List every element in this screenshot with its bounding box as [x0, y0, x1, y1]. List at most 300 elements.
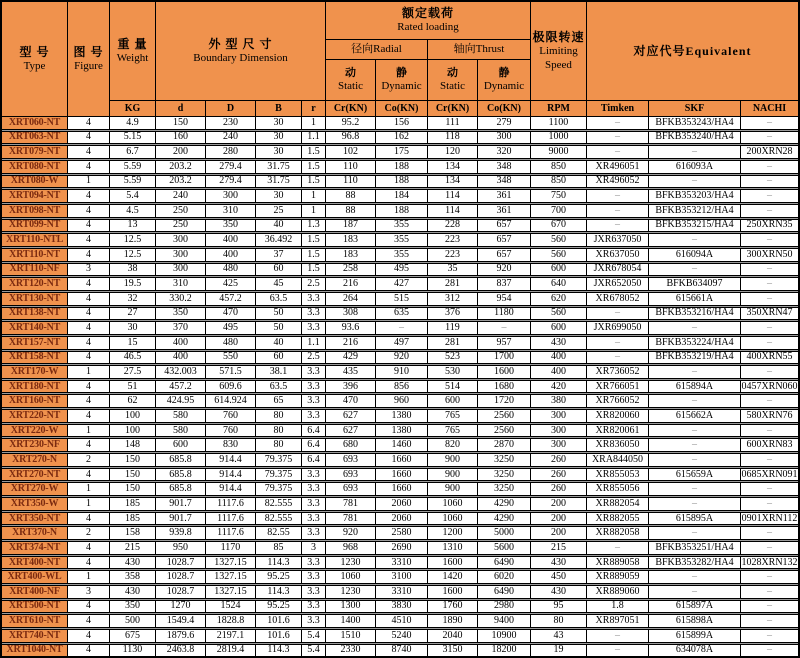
- cell-limiting_speed_rpm: 850: [531, 161, 587, 173]
- table-body: [2, 117, 798, 656]
- unit-cr-radial: Cr(KN): [326, 101, 376, 116]
- cell-figure: 4: [68, 117, 110, 129]
- cell-r: 1: [302, 190, 326, 202]
- cell-r: 3: [302, 542, 326, 554]
- cell-timken: XR882055: [587, 513, 649, 525]
- cell-figure: 3: [68, 586, 110, 598]
- cell-thrust_static_cr_kn: 134: [428, 161, 478, 173]
- cell-radial_static_cr_kn: 216: [326, 278, 376, 290]
- cell-nachi: 1028XRN132: [741, 556, 798, 568]
- cell-nachi: –: [767, 131, 772, 143]
- col-header-equivalent: [587, 2, 798, 116]
- cell-thrust_dynamic_co_kn: 361: [478, 190, 531, 202]
- cell-timken: –: [587, 190, 649, 202]
- cell-radial_dynamic_co_kn: 635: [376, 308, 428, 320]
- cell-limiting_speed_rpm: 750: [531, 190, 587, 202]
- cell-B: 36.492: [256, 234, 302, 246]
- model-cell: XRT110-NT: [2, 249, 68, 261]
- cell-thrust_dynamic_co_kn: 1600: [478, 366, 531, 378]
- cell-skf: –: [649, 439, 741, 451]
- cell-D: 400: [206, 234, 256, 246]
- cell-figure: 4: [68, 352, 110, 364]
- model-cell: XRT110-NTL: [2, 234, 68, 246]
- cell-B: 65: [256, 395, 302, 407]
- cell-thrust_static_cr_kn: 1600: [428, 557, 478, 569]
- cell-weight_kg: 30: [110, 322, 156, 334]
- cell-r: 3.3: [302, 293, 326, 305]
- cell-nachi: –: [767, 175, 772, 187]
- cell-limiting_speed_rpm: 850: [531, 176, 587, 188]
- table-row: [2, 263, 798, 277]
- unit-rpm: RPM: [547, 103, 570, 114]
- cell-thrust_dynamic_co_kn: 6490: [478, 586, 531, 598]
- table-row: [2, 468, 798, 482]
- cell-d: 2463.8: [156, 645, 206, 657]
- model-cell: XRT270-W: [2, 483, 68, 495]
- cell-nachi: –: [767, 366, 772, 377]
- cell-weight_kg: 150: [110, 483, 156, 495]
- model-cell: XRT270-N: [2, 454, 68, 466]
- table-row: [2, 351, 798, 365]
- cell-thrust_dynamic_co_kn: 837: [478, 278, 531, 290]
- cell-radial_dynamic_co_kn: –: [376, 322, 428, 334]
- cell-d: 580: [156, 425, 206, 437]
- cell-r: 1.1: [302, 132, 326, 144]
- unit-r: r: [311, 103, 316, 114]
- cell-radial_dynamic_co_kn: 355: [376, 234, 428, 246]
- cell-figure: 3: [68, 264, 110, 276]
- cell-radial_dynamic_co_kn: 1660: [376, 469, 428, 481]
- cell-r: 2.5: [302, 278, 326, 290]
- cell-timken: XR855053: [587, 469, 649, 481]
- cell-skf: –: [649, 322, 741, 334]
- cell-radial_static_cr_kn: 1400: [326, 615, 376, 627]
- col-header-type: [2, 2, 68, 116]
- cell-timken: –: [587, 220, 649, 232]
- cell-radial_static_cr_kn: 264: [326, 293, 376, 305]
- cell-limiting_speed_rpm: 1000: [531, 132, 587, 144]
- cell-limiting_speed_rpm: 700: [531, 205, 587, 217]
- cell-r: 1.1: [302, 337, 326, 349]
- cell-B: 101.6: [256, 630, 302, 642]
- cell-timken: XR882054: [587, 498, 649, 510]
- rated-loading-en: Rated loading: [397, 21, 459, 34]
- cell-r: 1.5: [302, 176, 326, 188]
- cell-figure: 1: [68, 425, 110, 437]
- cell-limiting_speed_rpm: 560: [531, 308, 587, 320]
- cell-radial_static_cr_kn: 102: [326, 146, 376, 158]
- cell-B: 80: [256, 425, 302, 437]
- cell-skf: 615659A: [649, 469, 741, 481]
- cell-d: 240: [156, 190, 206, 202]
- cell-r: 3.3: [302, 469, 326, 481]
- model-cell: XRT080-NT: [2, 161, 68, 173]
- cell-thrust_static_cr_kn: 120: [428, 146, 478, 158]
- cell-d: 1879.6: [156, 630, 206, 642]
- cell-weight_kg: 215: [110, 542, 156, 554]
- table-row: [2, 248, 798, 262]
- cell-limiting_speed_rpm: 300: [531, 439, 587, 451]
- cell-nachi: –: [767, 160, 772, 172]
- cell-thrust_static_cr_kn: 114: [428, 205, 478, 217]
- cell-d: 250: [156, 220, 206, 232]
- cell-radial_static_cr_kn: 429: [326, 352, 376, 364]
- cell-r: 6.4: [302, 454, 326, 466]
- cell-figure: 4: [68, 234, 110, 246]
- cell-limiting_speed_rpm: 300: [531, 425, 587, 437]
- table-row: [2, 365, 798, 379]
- cell-nachi: –: [767, 117, 772, 128]
- cell-skf: 615897A: [649, 601, 741, 613]
- model-cell: XRT170-W: [2, 366, 68, 378]
- cell-figure: 4: [68, 395, 110, 407]
- cell-figure: 4: [68, 293, 110, 305]
- cell-weight_kg: 62: [110, 395, 156, 407]
- cell-nachi: –: [767, 527, 772, 539]
- cell-radial_static_cr_kn: 187: [326, 220, 376, 232]
- cell-nachi: 350XRN47: [746, 307, 793, 319]
- cell-d: 1270: [156, 601, 206, 613]
- table-row: [2, 321, 798, 335]
- cell-radial_static_cr_kn: 110: [326, 176, 376, 188]
- cell-d: 310: [156, 278, 206, 290]
- cell-r: 3.3: [302, 395, 326, 407]
- cell-r: 3.3: [302, 498, 326, 510]
- cell-weight_kg: 430: [110, 557, 156, 569]
- cell-skf: –: [649, 498, 741, 510]
- cell-nachi: –: [767, 190, 772, 202]
- model-cell: XRT110-NF: [2, 264, 68, 276]
- cell-thrust_dynamic_co_kn: 348: [478, 176, 531, 188]
- table-row: [2, 336, 798, 350]
- cell-thrust_dynamic_co_kn: 5000: [478, 527, 531, 539]
- cell-nachi: –: [767, 322, 772, 334]
- rated-units-row: [326, 100, 530, 116]
- cell-D: 240: [206, 132, 256, 144]
- cell-weight_kg: 158: [110, 527, 156, 539]
- cell-radial_static_cr_kn: 216: [326, 337, 376, 349]
- model-cell: XRT400-NT: [2, 557, 68, 569]
- cell-d: 685.8: [156, 454, 206, 466]
- col-header-type-cn: 型 号: [19, 44, 50, 59]
- cell-timken: –: [587, 308, 649, 320]
- cell-figure: 4: [68, 220, 110, 232]
- cell-timken: –: [587, 117, 649, 129]
- cell-timken: XR882058: [587, 527, 649, 539]
- cell-B: 114.3: [256, 557, 302, 569]
- cell-nachi: 250XRN35: [746, 219, 793, 231]
- cell-thrust_static_cr_kn: 2040: [428, 630, 478, 642]
- cell-radial_dynamic_co_kn: 960: [376, 395, 428, 407]
- table-row: [2, 189, 798, 203]
- cell-radial_dynamic_co_kn: 3100: [376, 571, 428, 583]
- cell-d: 160: [156, 132, 206, 144]
- cell-skf: 615895A: [649, 513, 741, 525]
- cell-skf: BFKB353224/HA4: [649, 337, 741, 349]
- cell-radial_dynamic_co_kn: 4510: [376, 615, 428, 627]
- cell-B: 31.75: [256, 176, 302, 188]
- cell-skf: –: [649, 146, 741, 158]
- model-cell: XRT138-NT: [2, 308, 68, 320]
- cell-B: 80: [256, 410, 302, 422]
- cell-timken: XR678052: [587, 293, 649, 305]
- table-row: [2, 526, 798, 540]
- cell-nachi: –: [767, 644, 772, 656]
- cell-B: 40: [256, 337, 302, 349]
- cell-B: 101.6: [256, 615, 302, 627]
- speed-units-row: [531, 100, 586, 116]
- cell-weight_kg: 675: [110, 630, 156, 642]
- cell-skf: –: [649, 483, 741, 495]
- cell-d: 203.2: [156, 176, 206, 188]
- cell-r: 3.3: [302, 586, 326, 598]
- col-header-weight: [110, 2, 156, 116]
- cell-thrust_static_cr_kn: 1060: [428, 498, 478, 510]
- cell-radial_dynamic_co_kn: 1660: [376, 483, 428, 495]
- cell-r: 2.5: [302, 352, 326, 364]
- cell-D: 830: [206, 439, 256, 451]
- cell-d: 685.8: [156, 483, 206, 495]
- cell-B: 45: [256, 278, 302, 290]
- cell-timken: XR496052: [587, 176, 649, 188]
- cell-limiting_speed_rpm: 560: [531, 234, 587, 246]
- cell-radial_dynamic_co_kn: 3830: [376, 601, 428, 613]
- cell-weight_kg: 27.5: [110, 366, 156, 378]
- cell-figure: 4: [68, 410, 110, 422]
- cell-limiting_speed_rpm: 600: [531, 322, 587, 334]
- cell-skf: –: [649, 454, 741, 466]
- cell-D: 1327.15: [206, 586, 256, 598]
- cell-thrust_static_cr_kn: 281: [428, 337, 478, 349]
- cell-thrust_static_cr_kn: 118: [428, 132, 478, 144]
- cell-limiting_speed_rpm: 430: [531, 586, 587, 598]
- cell-thrust_dynamic_co_kn: 279: [478, 117, 531, 129]
- cell-d: 300: [156, 264, 206, 276]
- cell-weight_kg: 38: [110, 264, 156, 276]
- cell-figure: 1: [68, 498, 110, 510]
- cell-thrust_static_cr_kn: 281: [428, 278, 478, 290]
- cell-skf: –: [649, 264, 741, 276]
- cell-weight_kg: 27: [110, 308, 156, 320]
- cell-thrust_dynamic_co_kn: 2870: [478, 439, 531, 451]
- cell-radial_static_cr_kn: 1230: [326, 557, 376, 569]
- cell-limiting_speed_rpm: 80: [531, 615, 587, 627]
- cell-d: 950: [156, 542, 206, 554]
- cell-limiting_speed_rpm: 1100: [531, 117, 587, 129]
- cell-skf: 615661A: [649, 293, 741, 305]
- cell-radial_dynamic_co_kn: 2690: [376, 542, 428, 554]
- table-row: [2, 585, 798, 599]
- model-cell: XRT063-NT: [2, 132, 68, 144]
- cell-thrust_dynamic_co_kn: 320: [478, 146, 531, 158]
- cell-D: 480: [206, 337, 256, 349]
- cell-B: 63.5: [256, 381, 302, 393]
- cell-timken: XR736052: [587, 366, 649, 378]
- cell-timken: JXR637050: [587, 234, 649, 246]
- cell-r: 1.5: [302, 249, 326, 261]
- table-row: [2, 556, 798, 570]
- table-row: [2, 600, 798, 614]
- cell-timken: JXR652050: [587, 278, 649, 290]
- cell-thrust_dynamic_co_kn: 6020: [478, 571, 531, 583]
- cell-figure: 4: [68, 146, 110, 158]
- cell-skf: –: [649, 234, 741, 246]
- table-row: [2, 453, 798, 467]
- cell-r: 5.4: [302, 645, 326, 657]
- cell-limiting_speed_rpm: 43: [531, 630, 587, 642]
- cell-r: 3.3: [302, 410, 326, 422]
- table-row: [2, 233, 798, 247]
- cell-weight_kg: 100: [110, 410, 156, 422]
- cell-r: 3.3: [302, 571, 326, 583]
- cell-d: 685.8: [156, 469, 206, 481]
- cell-D: 614.924: [206, 395, 256, 407]
- cell-thrust_dynamic_co_kn: 2560: [478, 410, 531, 422]
- cell-skf: –: [649, 425, 741, 437]
- cell-weight_kg: 148: [110, 439, 156, 451]
- cell-limiting_speed_rpm: 600: [531, 264, 587, 276]
- cell-B: 25: [256, 205, 302, 217]
- table-row: [2, 438, 798, 452]
- cell-r: 3.3: [302, 308, 326, 320]
- cell-skf: 615894A: [649, 381, 741, 393]
- cell-d: 939.8: [156, 527, 206, 539]
- cell-radial_dynamic_co_kn: 3310: [376, 557, 428, 569]
- unit-B: B: [256, 101, 302, 116]
- model-cell: XRT610-NT: [2, 615, 68, 627]
- cell-B: 82.55: [256, 527, 302, 539]
- cell-d: 370: [156, 322, 206, 334]
- cell-thrust_static_cr_kn: 765: [428, 410, 478, 422]
- cell-radial_dynamic_co_kn: 1660: [376, 454, 428, 466]
- cell-D: 1170: [206, 542, 256, 554]
- cell-thrust_dynamic_co_kn: 5600: [478, 542, 531, 554]
- cell-skf: BFKB353203/HA4: [649, 190, 741, 202]
- cell-nachi: –: [767, 498, 772, 509]
- cell-limiting_speed_rpm: 200: [531, 498, 587, 510]
- table-row: [2, 541, 798, 555]
- radial-static-label: 动 Static: [326, 60, 376, 100]
- cell-D: 550: [206, 352, 256, 364]
- cell-thrust_dynamic_co_kn: 954: [478, 293, 531, 305]
- cell-B: 95.25: [256, 601, 302, 613]
- cell-d: 400: [156, 337, 206, 349]
- cell-B: 85: [256, 542, 302, 554]
- cell-d: 901.7: [156, 513, 206, 525]
- cell-r: 3.3: [302, 366, 326, 378]
- cell-D: 280: [206, 146, 256, 158]
- cell-d: 600: [156, 439, 206, 451]
- cell-timken: XR766052: [587, 395, 649, 407]
- cell-weight_kg: 5.4: [110, 190, 156, 202]
- model-cell: XRT400-WL: [2, 571, 68, 583]
- cell-skf: –: [649, 571, 741, 583]
- cell-limiting_speed_rpm: 260: [531, 454, 587, 466]
- cell-D: 914.4: [206, 483, 256, 495]
- col-header-weight-title: [110, 2, 155, 100]
- cell-thrust_static_cr_kn: 1420: [428, 571, 478, 583]
- cell-r: 1.5: [302, 161, 326, 173]
- cell-nachi: –: [767, 615, 772, 627]
- cell-radial_dynamic_co_kn: 497: [376, 337, 428, 349]
- cell-D: 2819.4: [206, 645, 256, 657]
- cell-limiting_speed_rpm: 430: [531, 337, 587, 349]
- table-row: [2, 145, 798, 159]
- cell-radial_static_cr_kn: 258: [326, 264, 376, 276]
- model-cell: XRT400-NF: [2, 586, 68, 598]
- cell-B: 30: [256, 190, 302, 202]
- model-cell: XRT060-NT: [2, 117, 68, 129]
- cell-radial_dynamic_co_kn: 427: [376, 278, 428, 290]
- cell-nachi: –: [767, 336, 772, 348]
- cell-weight_kg: 100: [110, 425, 156, 437]
- cell-radial_static_cr_kn: 183: [326, 249, 376, 261]
- cell-figure: 4: [68, 645, 110, 657]
- cell-weight_kg: 51: [110, 381, 156, 393]
- cell-radial_dynamic_co_kn: 175: [376, 146, 428, 158]
- cell-radial_static_cr_kn: 1060: [326, 571, 376, 583]
- cell-thrust_static_cr_kn: 111: [428, 117, 478, 129]
- cell-limiting_speed_rpm: 260: [531, 469, 587, 481]
- model-cell: XRT098-NT: [2, 205, 68, 217]
- cell-thrust_dynamic_co_kn: 348: [478, 161, 531, 173]
- cell-weight_kg: 5.15: [110, 132, 156, 144]
- cell-radial_static_cr_kn: 470: [326, 395, 376, 407]
- cell-thrust_dynamic_co_kn: 957: [478, 337, 531, 349]
- cell-weight_kg: 5.59: [110, 176, 156, 188]
- cell-r: 3.3: [302, 601, 326, 613]
- model-cell: XRT370-N: [2, 527, 68, 539]
- cell-skf: BFKB634097: [649, 278, 741, 290]
- cell-D: 480: [206, 264, 256, 276]
- cell-nachi: –: [767, 234, 772, 246]
- cell-radial_dynamic_co_kn: 515: [376, 293, 428, 305]
- cell-skf: BFKB353212/HA4: [649, 205, 741, 217]
- cell-skf: 615899A: [649, 630, 741, 642]
- model-cell: XRT220-W: [2, 425, 68, 437]
- cell-D: 571.5: [206, 366, 256, 378]
- cell-radial_static_cr_kn: 693: [326, 483, 376, 495]
- cell-thrust_dynamic_co_kn: 3250: [478, 454, 531, 466]
- cell-timken: –: [587, 337, 649, 349]
- cell-nachi: 400XRN55: [746, 351, 793, 363]
- cell-thrust_dynamic_co_kn: 18200: [478, 645, 531, 657]
- model-cell: XRT500-NT: [2, 601, 68, 613]
- thrust-dynamic-label: 静 Dynamic: [483, 67, 525, 92]
- cell-nachi: –: [767, 395, 772, 407]
- cell-D: 609.6: [206, 381, 256, 393]
- cell-nachi: 0901XRN112: [741, 512, 798, 524]
- cell-limiting_speed_rpm: 400: [531, 366, 587, 378]
- cell-d: 300: [156, 249, 206, 261]
- cell-timken: XR766051: [587, 381, 649, 393]
- cell-radial_dynamic_co_kn: 355: [376, 249, 428, 261]
- cell-r: 3.3: [302, 483, 326, 495]
- unit-cr-thrust: Cr(KN): [428, 101, 478, 116]
- cell-radial_dynamic_co_kn: 2060: [376, 513, 428, 525]
- cell-B: 31.75: [256, 161, 302, 173]
- cell-B: 60: [256, 352, 302, 364]
- col-header-boundary-title: [156, 2, 325, 100]
- col-header-type-en: Type: [23, 59, 46, 72]
- cell-limiting_speed_rpm: 300: [531, 410, 587, 422]
- cell-weight_kg: 4.5: [110, 205, 156, 217]
- cell-d: 150: [156, 117, 206, 129]
- cell-D: 495: [206, 322, 256, 334]
- cell-D: 1117.6: [206, 513, 256, 525]
- cell-timken: XR820060: [587, 410, 649, 422]
- cell-timken: XR889060: [587, 586, 649, 598]
